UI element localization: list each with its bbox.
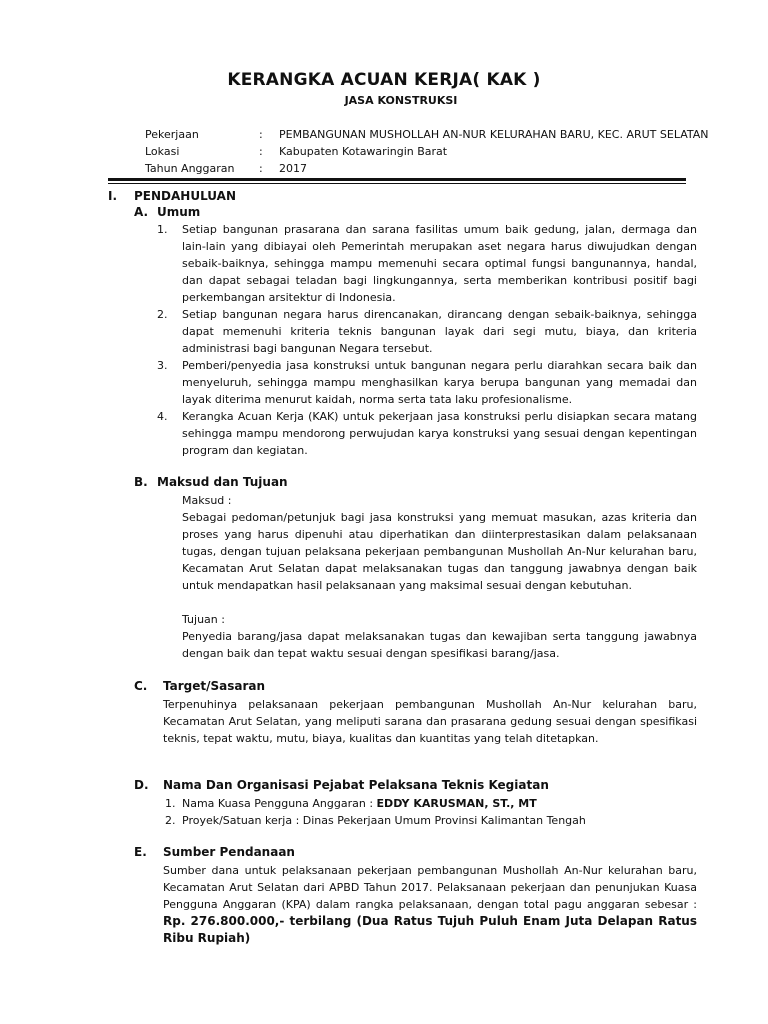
list-number: 3. xyxy=(157,359,168,372)
list-item xyxy=(165,795,537,812)
subsection-number: B. xyxy=(134,475,148,489)
list-item xyxy=(157,357,697,408)
funding-text xyxy=(163,862,697,947)
info-sep: : xyxy=(259,162,263,175)
target-text: Terpenuhinya pelaksanaan pekerjaan pembangunan Mushollah An-Nur kelurahan baru, Kecamatan Arut Selatan, yang meliputi sarana dan prasarana gedung sesuai dengan spesifikasi teknis, tepat waktu, mutu, biaya, kualitas dan kuantitas yang telah ditetapkan. xyxy=(163,698,697,745)
tujuan-text: Penyedia barang/jasa dapat melaksanakan tugas dan kewajiban serta tanggung jawabnya dengan baik dan tepat waktu sesuai dengan spesifikasi barang/jasa. xyxy=(182,630,697,660)
subsection-number: E. xyxy=(134,845,147,859)
subsection-title: Nama Dan Organisasi Pejabat Pelaksana Teknis Kegiatan xyxy=(163,778,549,792)
kpa-label: Nama Kuasa Pengguna Anggaran : xyxy=(182,797,374,810)
section-title: PENDAHULUAN xyxy=(134,189,236,203)
info-label: Pekerjaan xyxy=(145,128,199,141)
list-item xyxy=(157,306,697,357)
header-rule-thin xyxy=(108,183,686,184)
list-number: 4. xyxy=(157,410,168,423)
list-number: 2. xyxy=(157,308,168,321)
info-label: Tahun Anggaran xyxy=(145,162,235,175)
info-value: 2017 xyxy=(279,162,307,175)
list-number: 1. xyxy=(157,223,168,236)
list-number: 2. xyxy=(165,814,176,827)
list-number: 1. xyxy=(165,797,176,810)
maksud-label: Maksud : xyxy=(182,494,232,507)
satker-text: Proyek/Satuan kerja : Dinas Pekerjaan Umum Provinsi Kalimantan Tengah xyxy=(182,814,586,827)
subsection-title: Sumber Pendanaan xyxy=(163,845,295,859)
subsection-title: Target/Sasaran xyxy=(163,679,266,693)
tujuan-label: Tujuan : xyxy=(182,613,225,626)
funding-description: Sumber dana untuk pelaksanaan pekerjaan pembangunan Mushollah An-Nur kelurahan baru, Kecamatan Arut Selatan dari APBD Tahun 2017. Pelaksanaan pekerjaan dan penunjukan Kuasa Pengguna Anggaran (KPA) dalam rangka pelaksanaan, dengan total pagu anggaran sebesar : xyxy=(163,864,697,911)
info-row xyxy=(145,143,709,160)
info-sep: : xyxy=(259,128,263,141)
info-sep: : xyxy=(259,145,263,158)
subsection-number: A. xyxy=(134,205,149,219)
info-row xyxy=(145,126,709,143)
header-rule-thick xyxy=(108,178,686,181)
info-label: Lokasi xyxy=(145,145,180,158)
list-item xyxy=(165,812,586,829)
kpa-name: EDDY KARUSMAN, ST., MT xyxy=(376,797,537,810)
info-row xyxy=(145,160,709,177)
subsection-number: D. xyxy=(134,778,149,792)
list-item xyxy=(157,221,697,304)
subsection-number: C. xyxy=(134,679,148,693)
maksud-text: Sebagai pedoman/petunjuk bagi jasa konstruksi yang memuat masukan, azas kriteria dan proses yang harus dipenuhi atau diperhatikan dan diinterprestasikan dalam pelaksanaan tugas, dengan tujuan pelaksana pekerjaan pembangunan Mushollah An-Nur kelurahan baru, Kecamatan Arut Selatan dapat melaksanakan tugas dan tanggung jawabnya dengan baik untuk mendapatkan hasil pelaksanaan yang maksimal sesuai dengan kebutuhan. xyxy=(182,511,697,592)
document-subtitle: JASA KONSTRUKSI xyxy=(344,94,458,107)
list-text: Setiap bangunan prasarana dan sarana fasilitas umum baik gedung, jalan, dermaga dan lain-lain yang dibiayai oleh Pemerintah merupakan aset negara harus diwujudkan dengan sebaik-baiknya, sehingga mampu memenuhi secara optimal fungsi bangunannya, handal, dan dapat sebagai teladan bagi lingkungannya, serta memberikan kontribusi positif bagi perkembangan arsitektur di Indonesia. xyxy=(182,223,697,304)
list-text: Setiap bangunan negara harus direncanakan, dirancang dengan sebaik-baiknya, sehingga dapat memenuhi kriteria teknis bangunan layak dari segi mutu, biaya, dan kriteria administrasi bagi bangunan Negara tersebut. xyxy=(182,308,697,355)
list-text: Pemberi/penyedia jasa konstruksi untuk bangunan negara perlu diarahkan secara baik dan menyeluruh, sehingga mampu menghasilkan karya berupa bangunan yang memadai dan layak diterima menurut kaidah, norma serta tata laku profesionalisme. xyxy=(182,359,697,406)
list-item xyxy=(157,408,697,459)
subsection-title: Umum xyxy=(157,205,201,219)
document-title: KERANGKA ACUAN KERJA( KAK ) xyxy=(227,70,541,90)
funding-amount: Rp. 276.800.000,- terbilang (Dua Ratus Tujuh Puluh Enam Juta Delapan Ratus Ribu Rupiah) xyxy=(163,914,697,945)
subsection-title: Maksud dan Tujuan xyxy=(157,475,288,489)
info-value: Kabupaten Kotawaringin Barat xyxy=(279,145,448,158)
info-value: PEMBANGUNAN MUSHOLLAH AN-NUR KELURAHAN BARU, KEC. ARUT SELATAN xyxy=(279,128,709,141)
list-text: Kerangka Acuan Kerja (KAK) untuk pekerjaan jasa konstruksi perlu disiapkan secara matang sehingga mampu mendorong perwujudan karya konstruksi yang sesuai dengan kepentingan program dan kegiatan. xyxy=(182,410,697,457)
section-number: I. xyxy=(108,189,118,203)
info-table xyxy=(145,126,709,177)
